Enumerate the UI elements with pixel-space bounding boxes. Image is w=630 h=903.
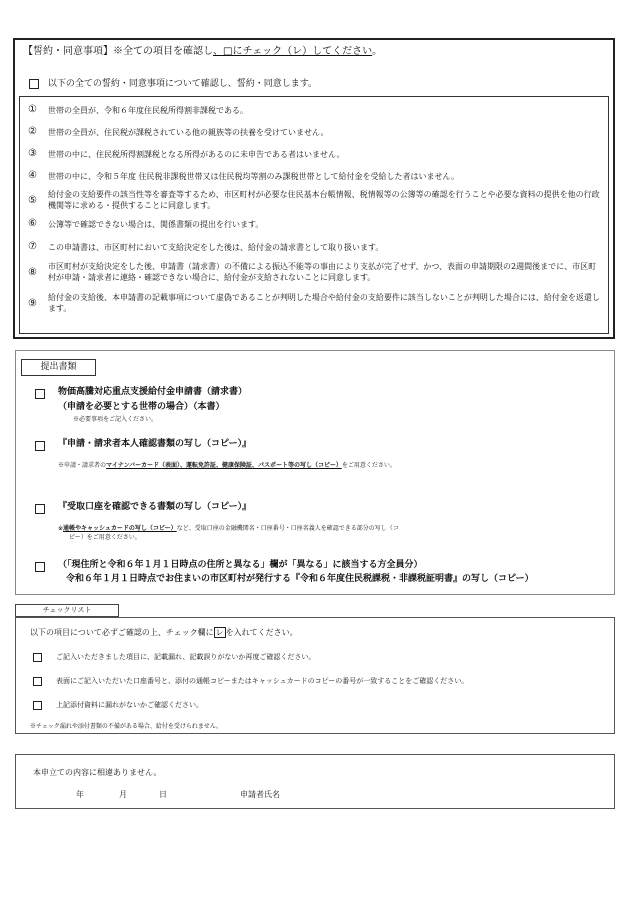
documents-heading: 提出書類 <box>21 359 96 376</box>
declaration-section <box>15 754 615 809</box>
doc1-note: ※必要事項をご記入ください。 <box>73 416 158 423</box>
doc4-title: （「現住所と令和６年１月１日時点の住所と異なる」欄が「異なる」に該当する方全員分） 令和６年１月１日時点でお住まいの市区町村が発行する『令和６年度住民税課税・非課税証明書』の写し（コピー） <box>58 560 534 584</box>
check-mark-sample: レ <box>215 628 224 637</box>
pledge-title: 【誓約・同意事項】※全ての項目を確認し、□にチェック（レ）してください。 <box>23 46 383 57</box>
documents-section <box>15 350 615 595</box>
checklist-intro: 以下の項目について必ずご確認の上、チェック欄に レ を入れてください。 <box>30 628 298 637</box>
declaration-statement: 本申立ての内容に相違ありません。 <box>33 768 162 777</box>
applicant-name-label: 申請者氏名 <box>240 790 280 799</box>
doc1-checkbox[interactable] <box>35 389 45 399</box>
doc4-checkbox[interactable] <box>35 562 45 572</box>
checklist-heading: チェックリスト <box>15 604 119 617</box>
date-month-label: 月 <box>119 790 127 799</box>
agree-all-checkbox[interactable] <box>29 79 39 89</box>
checklist-item: 表面にご記入いただいた口座番号と、添付の通帳コピーまたはキャッシュカードのコピーの番号が一致することをご確認ください。 <box>56 677 469 685</box>
checklist-item-checkbox[interactable] <box>33 701 42 710</box>
doc2-checkbox[interactable] <box>35 441 45 451</box>
date-year-label: 年 <box>76 790 84 799</box>
pledge-items-box: ① 世帯の全員が、令和６年度住民税所得割非課税である。 ② 世帯の全員が、住民税が課税されている他の親族等の扶養を受けていません。 ③ 世帯の中に、住民税所得割課税となる所得があるのに未申告である者はいません。 ④ 世帯の中に、令和５年度 住民税非課税世帯又は住民税均等割のみ課税世帯として給付金を受給した者はいません。 ⑤ 給付金の支給要件の該当性等を審査等するため、市区町村が必要な住民基本台帳情報、税情報等の公簿等の確認を行うことや必要な資料の提供を他の行政機関等に求める・提供することに同意します。 ⑥ 公簿等で確認できない場合は、関係書類の提出を行います。 ⑦ この申請書は、市区町村において支給決定をした後は、給付金の請求書として取り扱います。 ⑧ 市区町村が支給決定をした後、申請書（請求書）の不備による振込不能等の事由により支払が完了せず、かつ、表面の申請期限の2週間後までに、市区町村が申請・請求者に連絡・確認できない場合に、給付金が支給されないことに同意します。 ⑨ 給付金の支給後、本申請書の記載事項について虚偽であることが判明した場合や給付金の支給要件に該当しないことが判明した場合には、給付金を返還します。 <box>19 96 609 334</box>
checklist-item: ご記入いただきました項目に、記載漏れ、記載誤りがないか再度ご確認ください。 <box>56 653 316 661</box>
checklist-item-checkbox[interactable] <box>33 653 42 662</box>
doc3-checkbox[interactable] <box>35 504 45 514</box>
checklist-item-checkbox[interactable] <box>33 677 42 686</box>
checklist-section <box>15 617 615 734</box>
checklist-footnote: ※チェック漏れや添付書類の不備がある場合、給付を受けられません。 <box>30 723 223 730</box>
date-day-label: 日 <box>159 790 167 799</box>
checklist-item: 上記添付資料に漏れがないかご確認ください。 <box>56 701 203 709</box>
agree-all-row <box>29 78 317 90</box>
doc2-note: ※申請・請求者のマイナンバーカード（表面）、運転免許証、健康保険証、パスポート等の写し（コピー）をご用意ください。 <box>58 462 396 469</box>
doc2-title: 『申請・請求者本人確認書類の写し（コピー）』 <box>58 439 252 449</box>
doc3-note: ※通帳やキャッシュカードの写し（コピー）など、受取口座の金融機関名・口座番号・口座名義人を確認できる部分の写し（コ ピー）をご用意ください。 <box>58 525 399 541</box>
agree-all-label: 以下の全ての誓約・同意事項について確認し、誓約・同意します。 <box>47 79 317 89</box>
doc1-title: 物価高騰対応重点支援給付金申請書（請求書） （申請を必要とする世帯の場合）（本書） <box>58 387 248 412</box>
doc3-title: 『受取口座を確認できる書類の写し（コピー）』 <box>58 502 252 512</box>
pledge-section <box>13 38 615 339</box>
